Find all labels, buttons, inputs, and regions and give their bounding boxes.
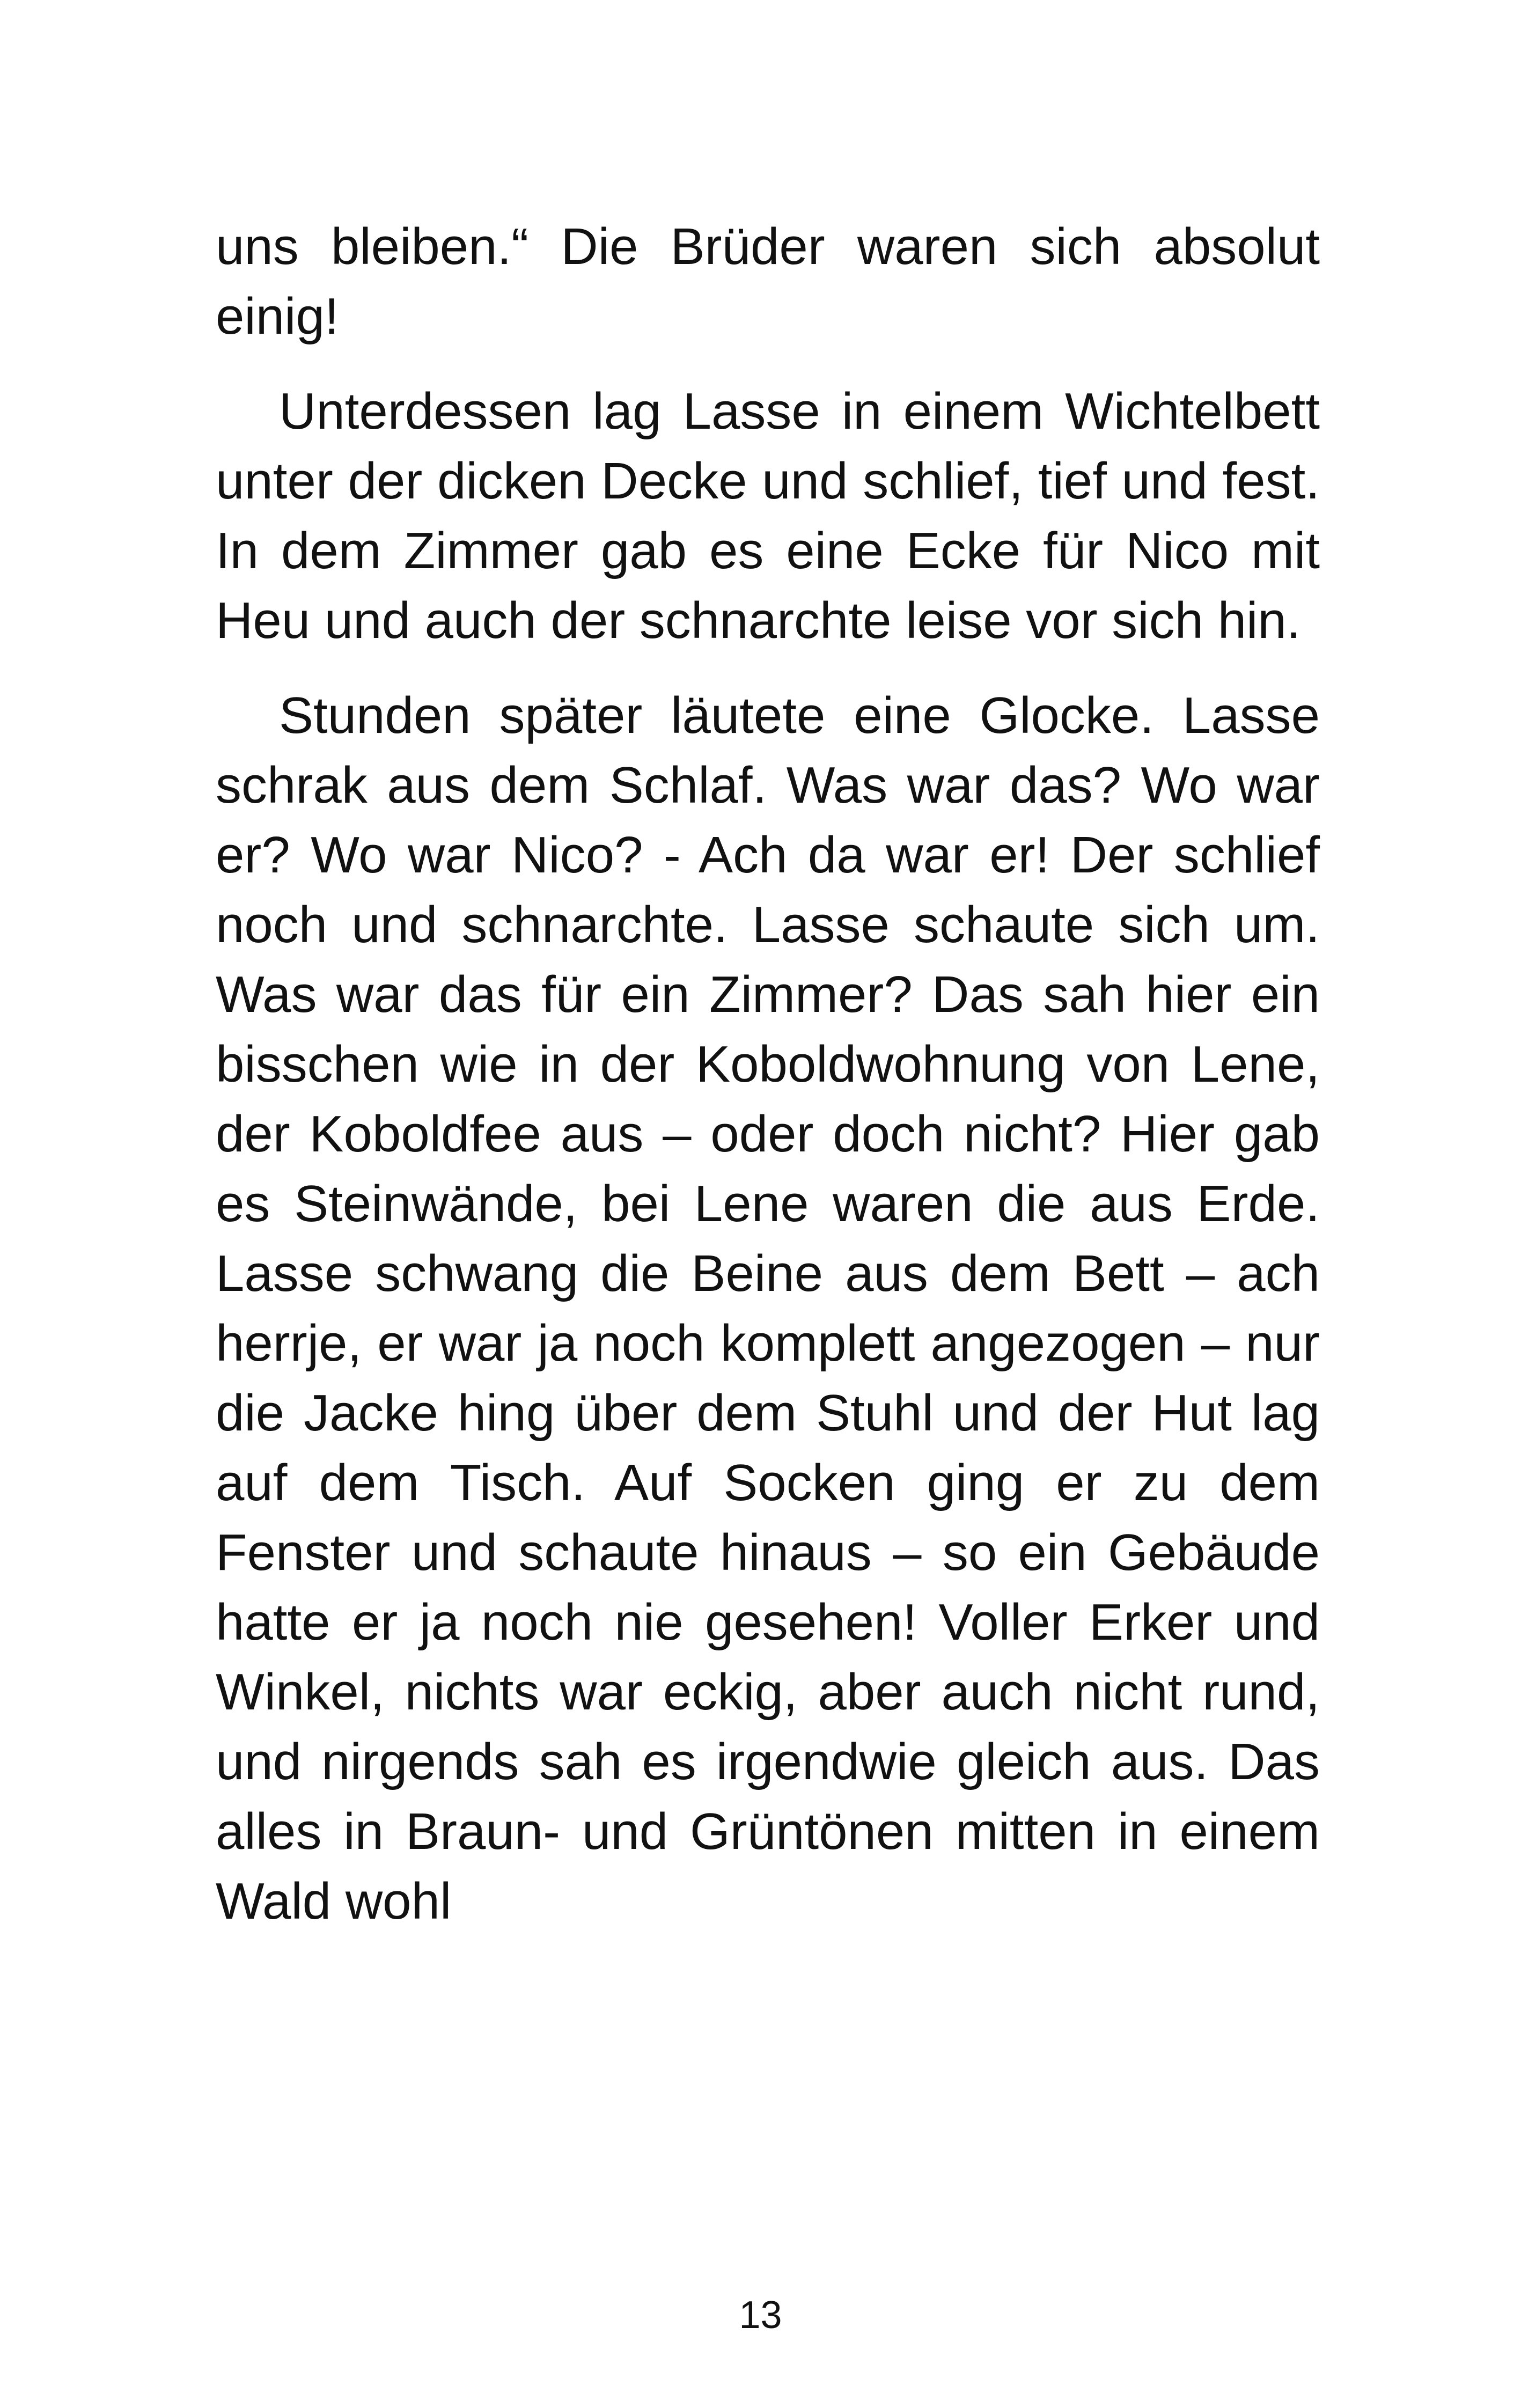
paragraph-3: Stunden später läutete eine Glocke. Lasse schrak aus dem Schlaf. Was war das? Wo war er? Wo war Nico? - Ach da war er! Der schlief noch und schnarchte. Lasse schaute sich um. Was war das für ein Zimmer? Das sah hier ein bisschen wie in der Koboldwohnung von Lene, der Koboldfee aus – oder doch nicht? Hier gab es Steinwände, bei Lene waren die aus Erde. Lasse schwang die Beine aus dem Bett – ach herrje, er war ja noch komplett angezogen – nur die Jacke hing über dem Stuhl und der Hut lag auf dem Tisch. Auf Socken ging er zu dem Fenster und schaute hinaus – so ein Gebäude hatte er ja noch nie gesehen! Voller Erker und Winkel, nichts war eckig, aber auch nicht rund, und nirgends sah es irgendwie gleich aus. Das alles in Braun- und Grüntönen mitten in einem Wald wohl — [216, 687, 1320, 1930]
page-number: 13 — [739, 2294, 782, 2337]
paragraph-2: Unterdessen lag Lasse in einem Wichtelbett unter der dicken Decke und schlief, tief und fest. In dem Zimmer gab es eine Ecke für Nico mit Heu und auch der schnarchte leise vor sich hin. — [216, 383, 1320, 649]
body-text — [216, 212, 1320, 1936]
paragraph-1: uns bleiben.“ Die Brüder waren sich absolut einig! — [216, 218, 1320, 345]
